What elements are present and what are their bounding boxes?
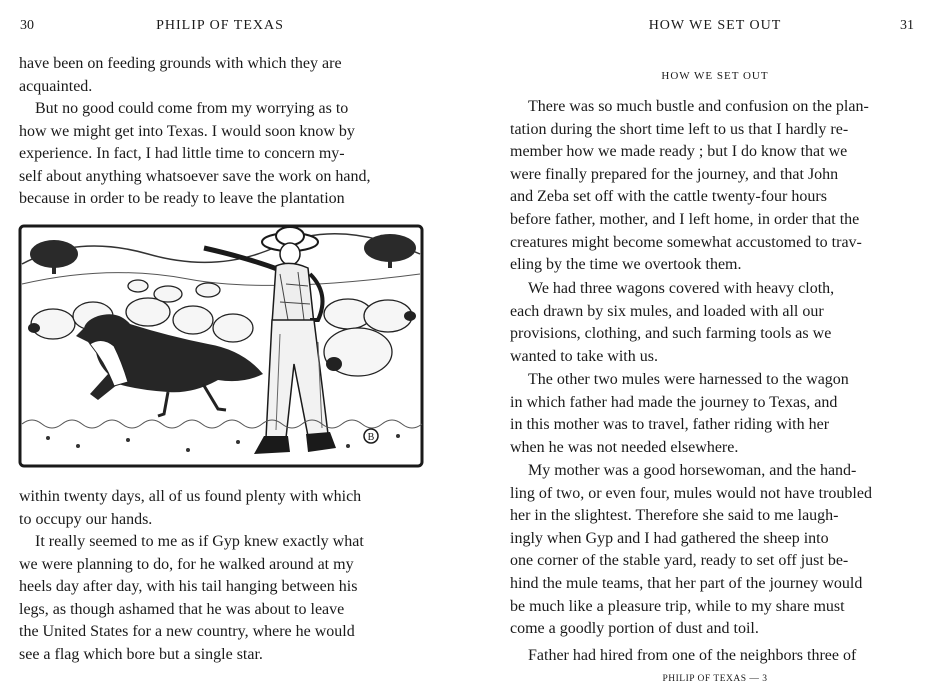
paragraph-mules	[510, 369, 917, 459]
page-number: 31	[900, 18, 914, 33]
paragraph-bustle	[510, 96, 917, 277]
left-page	[0, 0, 440, 693]
herding-illustration	[18, 224, 424, 474]
paragraph-feeding-grounds	[19, 53, 428, 98]
text-line: Father had hired from one of the neighbors three of	[528, 647, 857, 664]
monogram: B	[367, 432, 375, 443]
text-line: ingly when Gyp and I had gathered the sheep into	[510, 529, 829, 547]
text-line: before father, mother, and I left home, in order that the	[510, 210, 860, 228]
text-line: It really seemed to me as if Gyp knew exactly what	[35, 533, 364, 550]
text-line: ling of two, or even four, mules would not have troubled	[510, 484, 872, 502]
text-line: see a flag which bore but a single star.	[19, 645, 263, 663]
text-line: we were planning to do, for he walked around at my	[19, 555, 354, 573]
paragraph-mother	[510, 460, 917, 641]
text-line: acquainted.	[19, 77, 93, 95]
text-line: hind the mule teams, that her part of the journey would	[510, 574, 863, 592]
text-line: come a goodly portion of dust and toil.	[510, 620, 759, 638]
text-line: provisions, clothing, and such farming tools as we	[510, 325, 832, 343]
page-number: 30	[20, 18, 34, 33]
paragraph-father	[510, 645, 917, 668]
text-line: how we might get into Texas. I would soon know by	[19, 122, 355, 140]
text-line: the United States for a new country, where he would	[19, 623, 355, 641]
text-line: were finally prepared for the journey, and that John	[510, 165, 839, 183]
signature-mark: PHILIP OF TEXAS — 3	[662, 674, 768, 684]
text-line: wanted to take with us.	[510, 347, 658, 365]
text-line: legs, as though ashamed that he was about to leave	[19, 600, 345, 618]
text-line: self about anything whatsoever save the work on hand,	[19, 167, 371, 185]
chapter-title: HOW WE SET OUT	[661, 70, 769, 82]
text-line: creatures might become somewhat accustomed to trav-	[510, 233, 862, 251]
text-line: and Zeba set off with the cattle twenty-four hours	[510, 188, 827, 206]
text-line: We had three wagons covered with heavy cloth,	[528, 280, 835, 297]
paragraph-gyp	[19, 531, 428, 667]
text-line: tation during the short time left to us that I hardly re-	[510, 120, 849, 138]
text-line: heels day after day, with his tail hanging between his	[19, 578, 358, 596]
text-line: to occupy our hands.	[19, 510, 153, 528]
running-head: HOW WE SET OUT	[648, 18, 782, 33]
text-line: within twenty days, all of us found plenty with which	[19, 488, 362, 505]
text-line: be much like a pleasure trip, while to my share must	[510, 597, 845, 615]
text-line: The other two mules were harnessed to the wagon	[528, 371, 849, 388]
text-line: But no good could come from my worrying as to	[35, 100, 349, 117]
text-line: There was so much bustle and confusion on the plan-	[528, 98, 869, 115]
text-line: in this mother was to travel, father riding with her	[510, 416, 830, 434]
text-line: experience. In fact, I had little time to concern my-	[19, 145, 345, 163]
text-line: in which father had made the journey to Texas, and	[510, 393, 838, 411]
text-line: her in the slightest. Therefore she said to me laugh-	[510, 507, 839, 525]
paragraph-wagons	[510, 278, 917, 368]
text-line: because in order to be ready to leave the plantation	[19, 190, 345, 208]
paragraph-worrying	[19, 98, 428, 211]
text-line: eling by the time we overtook them.	[510, 256, 742, 274]
text-line: each drawn by six mules, and loaded with all our	[510, 302, 824, 320]
text-line: when he was not needed elsewhere.	[510, 438, 739, 456]
text-line: have been on feeding grounds with which they are	[19, 55, 342, 72]
right-page	[495, 0, 935, 693]
text-line: one corner of the stable yard, ready to set off just be-	[510, 552, 849, 570]
text-line: My mother was a good horsewoman, and the hand-	[528, 462, 857, 479]
text-line: member how we made ready ; but I do know that we	[510, 143, 848, 161]
running-head: PHILIP OF TEXAS	[156, 18, 284, 33]
paragraph-twenty-days	[19, 486, 428, 531]
